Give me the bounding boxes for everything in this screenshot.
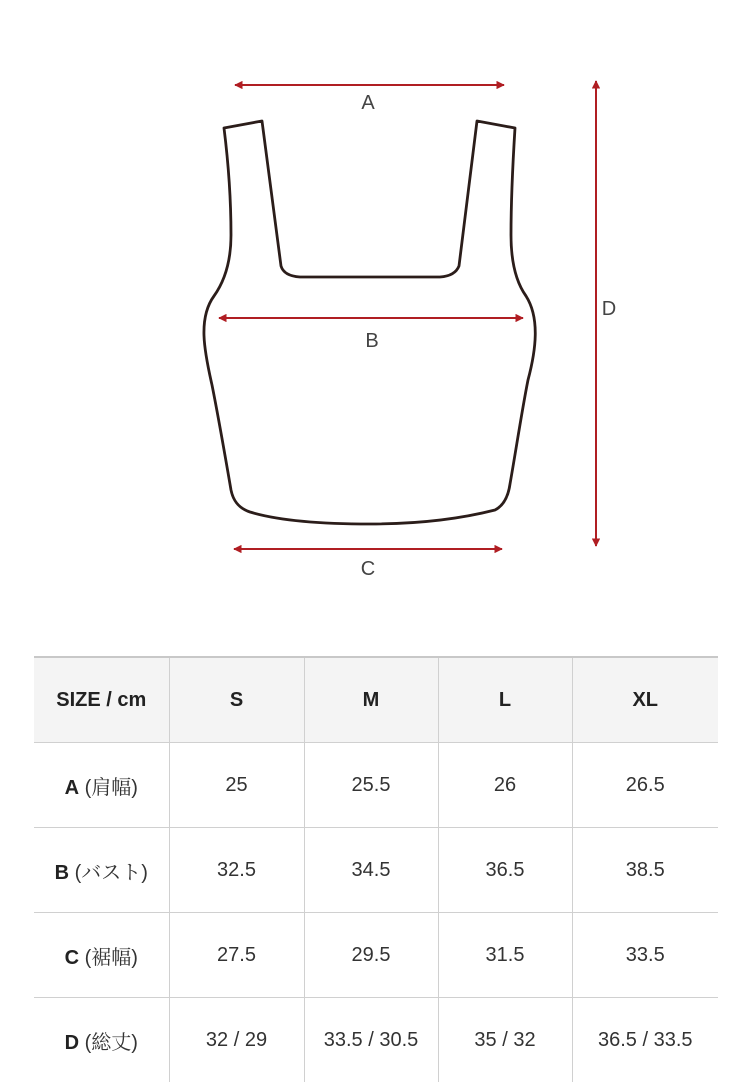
table-cell: 25 [169,743,304,828]
row-name: (総丈) [79,1032,138,1054]
table-cell: 33.5 [572,913,718,998]
table-cell: 38.5 [572,828,718,913]
table-row [34,828,718,913]
row-name: (バスト) [69,862,148,884]
row-name: (裾幅) [79,947,138,969]
header-size-l: L [438,657,572,743]
row-letter: B [55,862,69,884]
row-label-bust [34,828,169,913]
table-header-row [34,657,718,743]
dimension-d-label: D [602,298,616,320]
table-cell: 34.5 [304,828,438,913]
table-cell: 36.5 [438,828,572,913]
header-size-s: S [169,657,304,743]
row-label-shoulder-width [34,743,169,828]
header-size-xl: XL [572,657,718,743]
header-size-m: M [304,657,438,743]
header-size-unit: SIZE / cm [34,657,169,743]
dimension-b-label: B [365,330,378,352]
table-cell: 26.5 [572,743,718,828]
row-label-hem-width [34,913,169,998]
table-cell: 36.5 / 33.5 [572,998,718,1082]
row-name: (肩幅) [79,777,138,799]
dimension-c-label: C [361,558,375,580]
row-label-total-length [34,998,169,1082]
table-cell: 32 / 29 [169,998,304,1082]
table-row [34,743,718,828]
table-row [34,913,718,998]
row-letter: D [65,1032,79,1054]
size-chart-table [34,656,718,1082]
table-cell: 26 [438,743,572,828]
table-cell: 33.5 / 30.5 [304,998,438,1082]
table-cell: 32.5 [169,828,304,913]
table-cell: 35 / 32 [438,998,572,1082]
row-letter: C [65,947,79,969]
table-cell: 27.5 [169,913,304,998]
table-cell: 31.5 [438,913,572,998]
table-cell: 25.5 [304,743,438,828]
dimension-a-label: A [361,92,375,114]
crop-top-outline [204,121,535,524]
row-letter: A [65,777,79,799]
table-row [34,998,718,1082]
table-cell: 29.5 [304,913,438,998]
